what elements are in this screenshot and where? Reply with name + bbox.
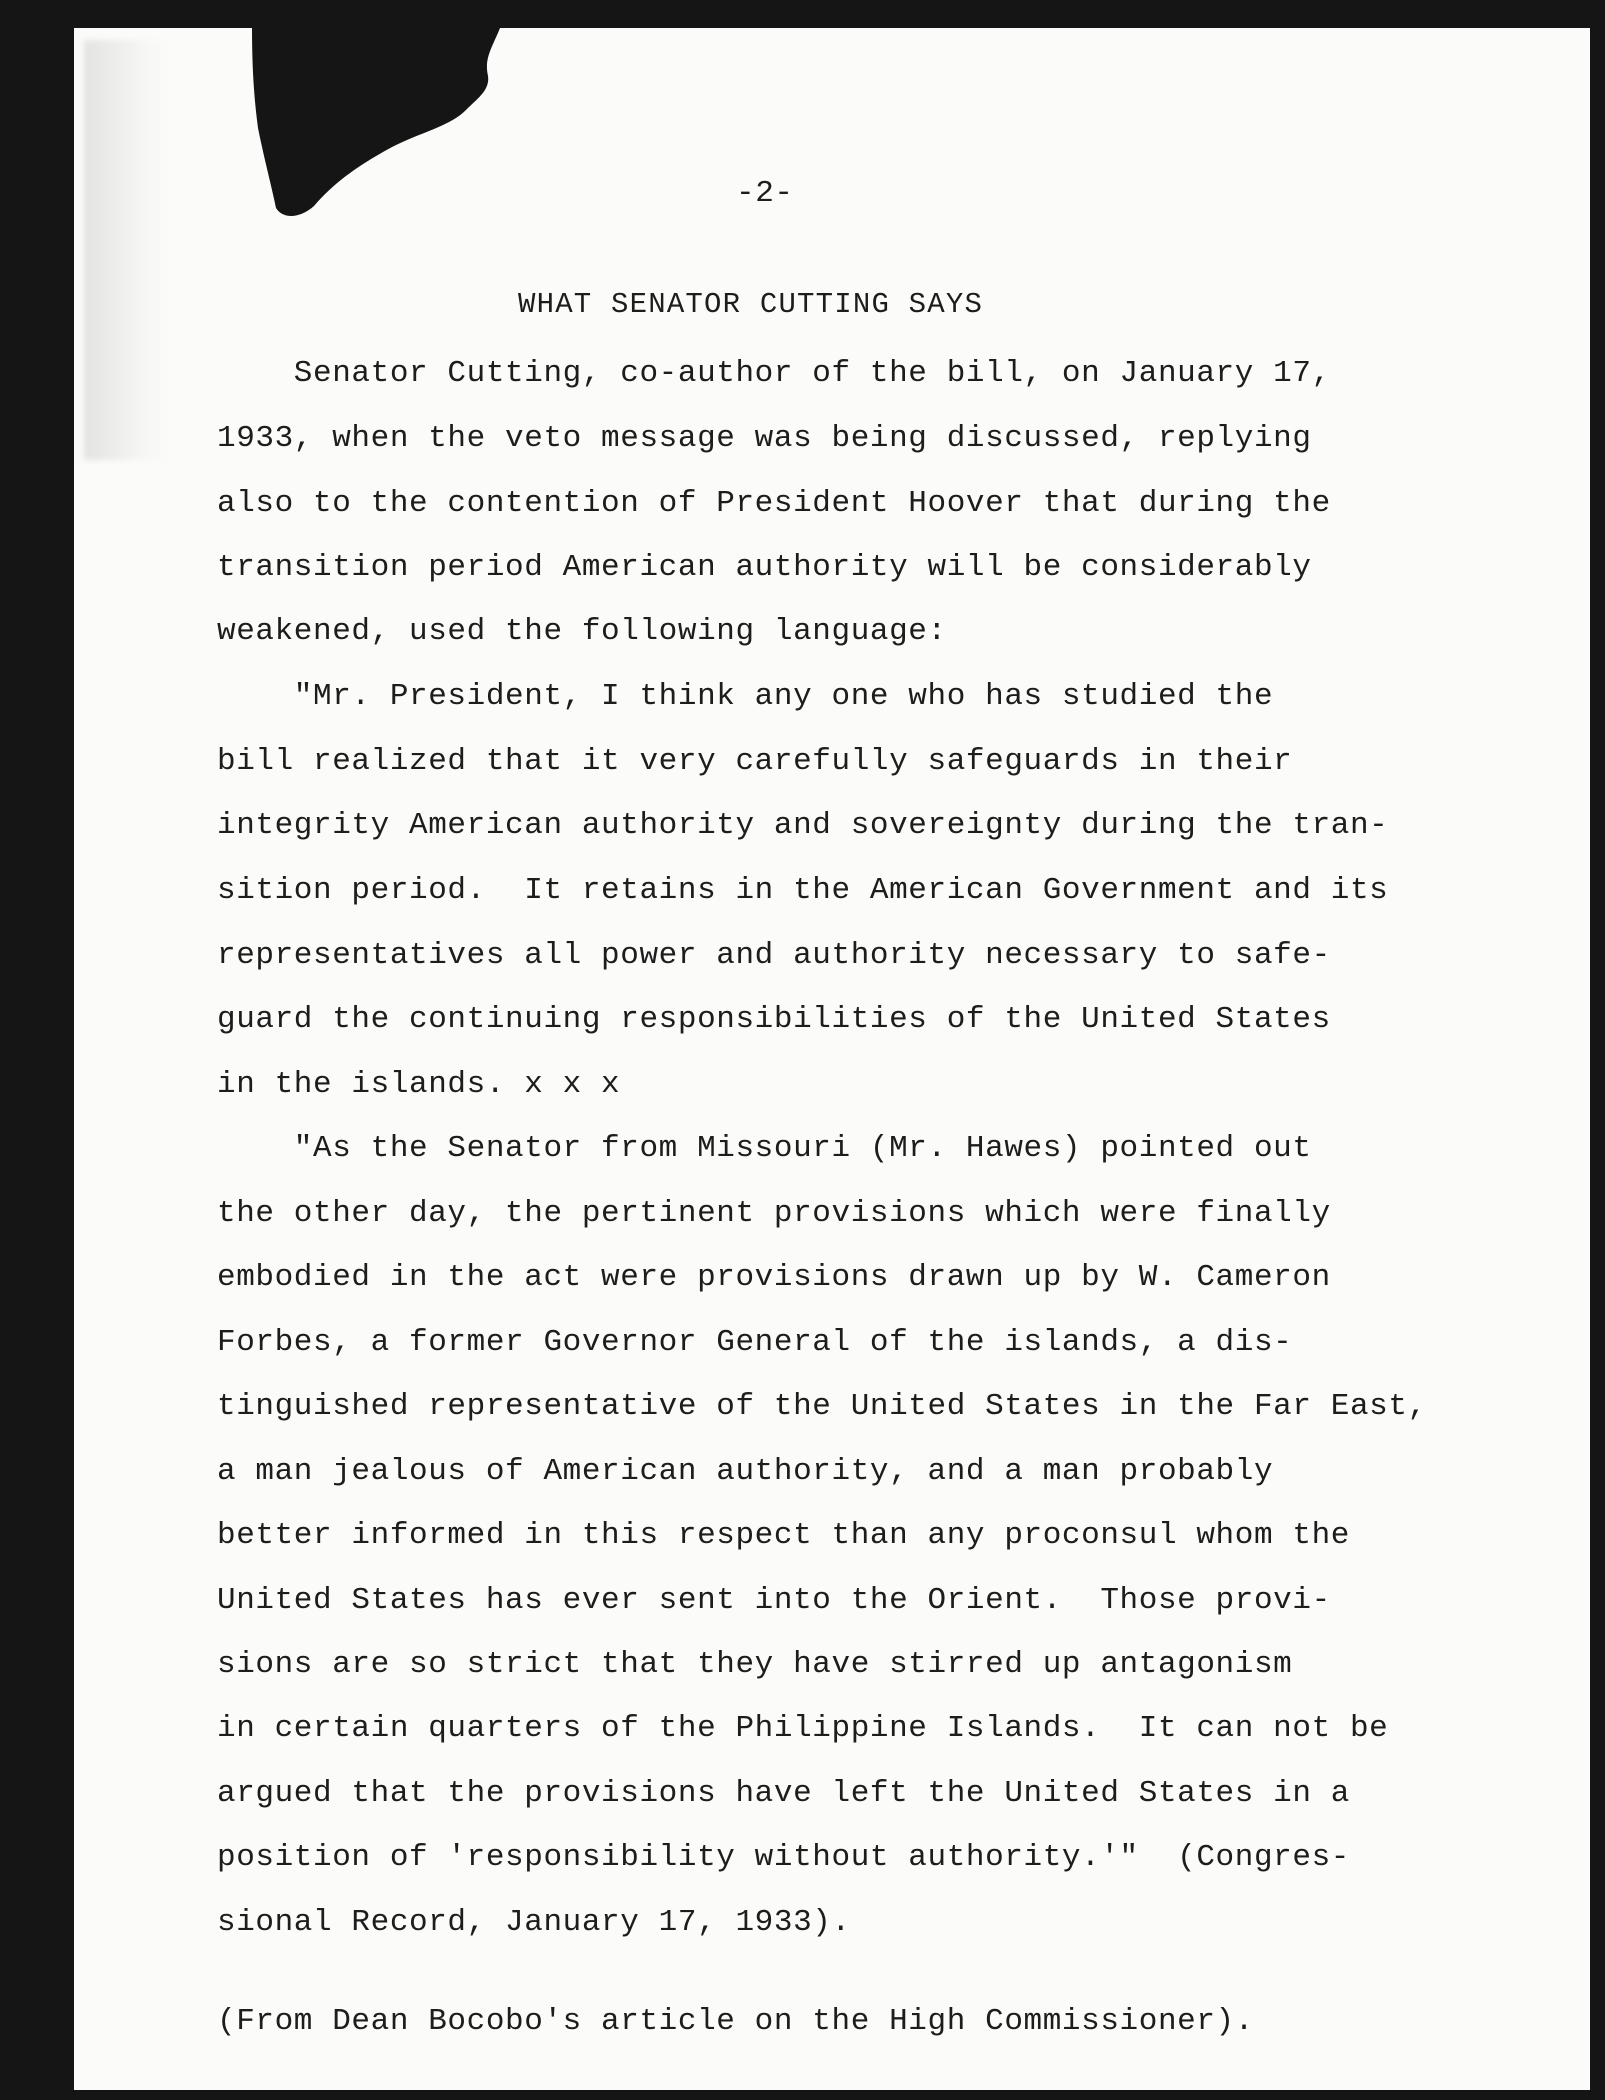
body-line: 1933, when the veto message was being discussed, replying: [217, 421, 1312, 456]
body-line: argued that the provisions have left the United States in a: [217, 1776, 1350, 1811]
body-line: guard the continuing responsibilities of the United States: [217, 1002, 1331, 1037]
body-line: bill realized that it very carefully safeguards in their: [217, 744, 1293, 779]
body-line: a man jealous of American authority, and a man probably: [217, 1454, 1274, 1489]
body-line: Senator Cutting, co-author of the bill, on January 17,: [217, 356, 1331, 391]
body-line: "Mr. President, I think any one who has studied the: [217, 679, 1274, 714]
section-heading: WHAT SENATOR CUTTING SAYS: [518, 288, 984, 321]
body-line: position of 'responsibility without authority.'" (Congres-: [217, 1840, 1350, 1875]
body-line: United States has ever sent into the Orient. Those provi-: [217, 1583, 1331, 1618]
body-line: also to the contention of President Hoover that during the: [217, 486, 1331, 521]
body-line: "As the Senator from Missouri (Mr. Hawes) pointed out: [217, 1131, 1312, 1166]
body-line: Forbes, a former Governor General of the islands, a dis-: [217, 1325, 1293, 1360]
body-line: weakened, used the following language:: [217, 614, 947, 649]
body-line: in certain quarters of the Philippine Islands. It can not be: [217, 1711, 1389, 1746]
body-line: the other day, the pertinent provisions which were finally: [217, 1196, 1331, 1231]
body-line: tinguished representative of the United States in the Far East,: [217, 1389, 1427, 1424]
body-line: sition period. It retains in the American Government and its: [217, 873, 1389, 908]
paper-smudge: [84, 40, 174, 460]
source-note: (From Dean Bocobo's article on the High Commissioner).: [217, 2004, 1254, 2039]
body-line: integrity American authority and sovereignty during the tran-: [217, 808, 1389, 843]
body-line: sional Record, January 17, 1933).: [217, 1905, 851, 1940]
page-number: -2-: [736, 176, 794, 211]
body-line: better informed in this respect than any proconsul whom the: [217, 1518, 1350, 1553]
body-line: in the islands. x x x: [217, 1067, 621, 1102]
body-line: representatives all power and authority necessary to safe-: [217, 938, 1331, 973]
body-line: sions are so strict that they have stirred up antagonism: [217, 1647, 1293, 1682]
body-line: embodied in the act were provisions drawn up by W. Cameron: [217, 1260, 1331, 1295]
body-line: transition period American authority will be considerably: [217, 550, 1312, 585]
torn-corner: [252, 28, 502, 218]
